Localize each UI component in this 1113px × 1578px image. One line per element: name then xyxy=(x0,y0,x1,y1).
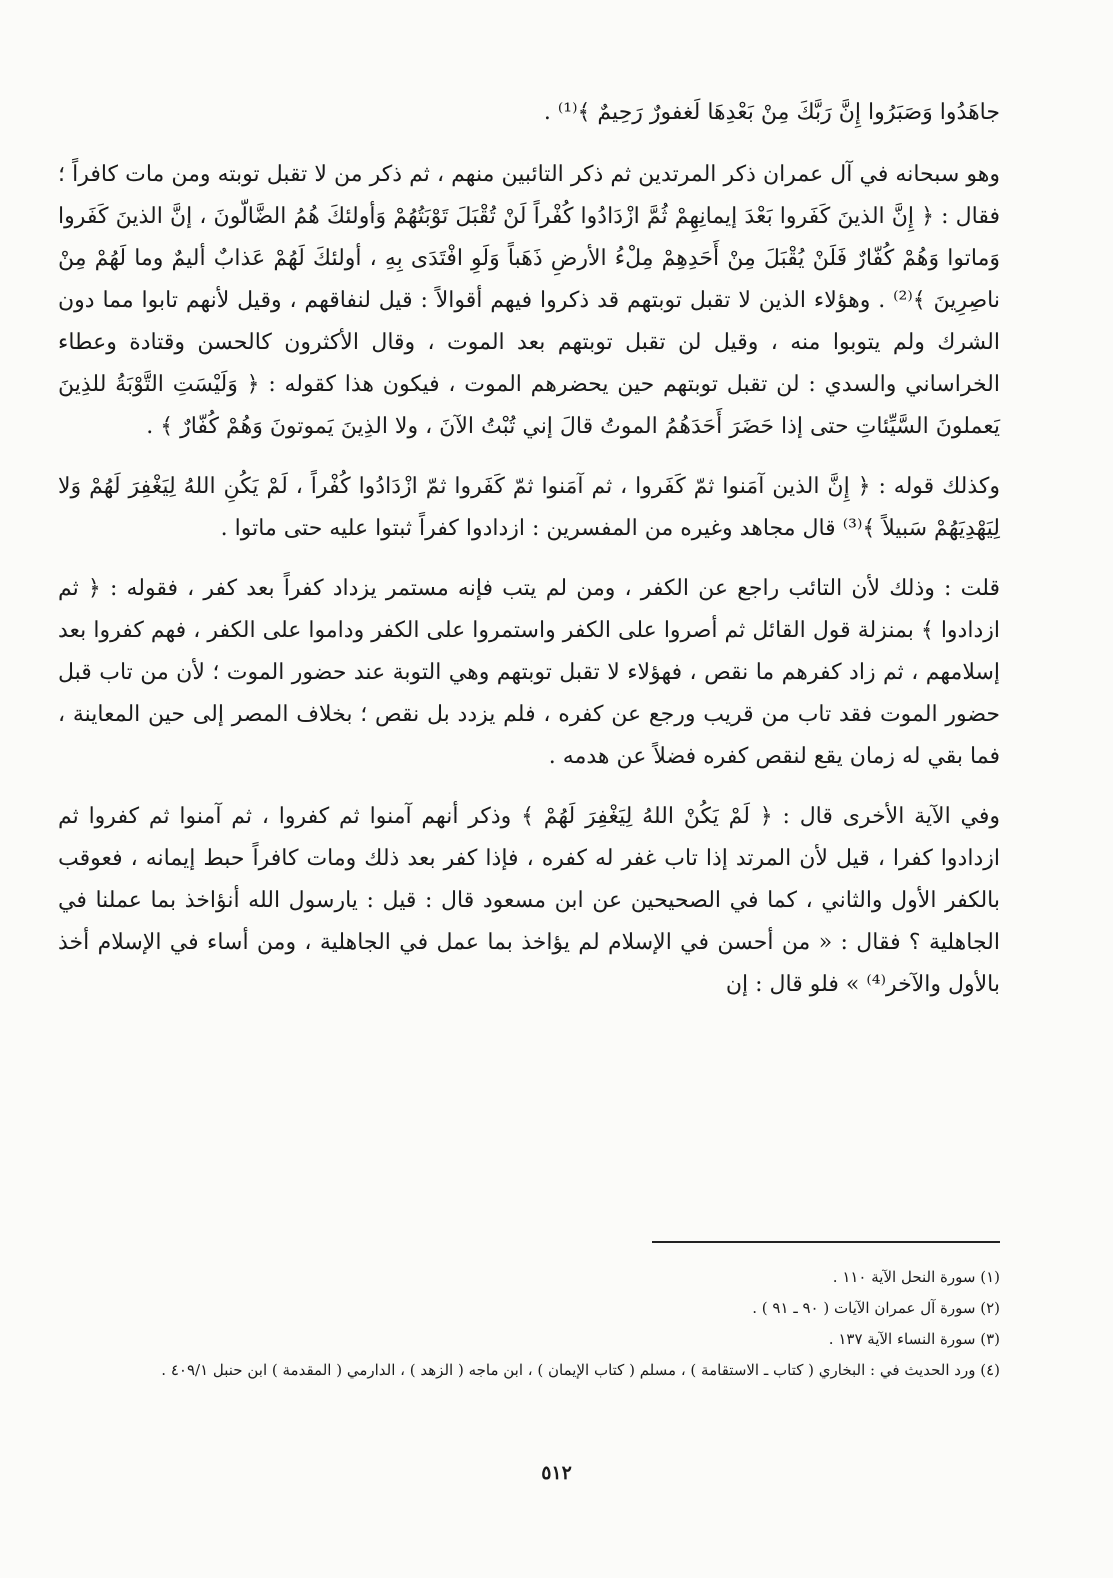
footnote-3: (٣) سورة النساء الآية ١٣٧ . xyxy=(828,1330,1000,1348)
footnotes xyxy=(58,1262,1000,1386)
footnote-2: (٢) سورة آل عمران الآيات ( ٩٠ ـ ٩١ ) . xyxy=(752,1299,1000,1317)
paragraph-2: وهو سبحانه في آل عمران ذكر المرتدين ثم ذكر التائبين منهم ، ثم ذكر من لا تقبل توبته ومن مات كافراً ؛ فقال : ﴿ إِنَّ الذينَ كَفَروا بَعْدَ إيمانِهِمْ ثُمَّ ازْدَادُوا كُفْراً لَنْ تُقْبَلَ تَوْبَتُهُمْ وَأولئكَ هُمُ الضَّالّونَ ، إنَّ الذينَ كَفَروا وَماتوا وَهُمْ كُفّارٌ فَلَنْ يُقْبَلَ مِنْ أَحَدِهِمْ مِلْءُ الأرضِ ذَهَباً وَلَوِ افْتَدَى بِهِ ، أولئكَ لَهُمْ عَذابٌ أليمٌ وما لَهُمْ مِنْ ناصِرِينَ ﴾⁽²⁾ . وهؤلاء الذين لا تقبل توبتهم قد ذكروا فيهم أقوالاً : قيل لنفاقهم ، وقيل لأنهم تابوا مما دون الشرك ولم يتوبوا منه ، وقيل لن تقبل توبتهم بعد الموت ، وقال الأكثرون كالحسن وقتادة وعطاء الخراساني والسدي : لن تقبل توبتهم حين يحضرهم الموت ، فيكون هذا كقوله : ﴿ وَلَيْسَتِ التَّوْبَةُ للذِينَ يَعملونَ السَّيِّئاتِ حتى إذا حَضَرَ أَحَدَهُمُ الموتُ قالَ إني تُبْتُ الآنَ ، ولا الذِينَ يَموتونَ وَهُمْ كُفّارٌ ﴾ . xyxy=(58,162,1000,439)
paragraph-1: جاهَدُوا وَصَبَرُوا إِنَّ رَبَّكَ مِنْ بَعْدِهَا لَغفورٌ رَحِيمٌ ﴾⁽¹⁾ . xyxy=(543,100,1000,125)
main-text xyxy=(58,92,1000,1024)
paragraph-4: قلت : وذلك لأن التائب راجع عن الكفر ، ومن لم يتب فإنه مستمر يزداد كفراً بعد كفر ، فقوله : ﴿ ثم ازدادوا ﴾ بمنزلة قول القائل ثم أصروا على الكفر واستمروا على الكفر وداموا على الكفر ، فهم كفروا بعد إسلامهم ، ثم زاد كفرهم ما نقص ، فهؤلاء لا تقبل توبتهم وهي التوبة عند حضور الموت ؛ لأن من تاب قبل حضور الموت فقد تاب من قريب ورجع عن كفره ، فلم يزدد بل نقص ؛ بخلاف المصر إلى حين المعاينة ، فما بقي له زمان يقع لنقص كفره فضلاً عن هدمه . xyxy=(58,576,1000,769)
paragraph-3: وكذلك قوله : ﴿ إِنَّ الذين آمَنوا ثمّ كَفَروا ، ثم آمَنوا ثمّ كَفَروا ثمّ ازْدَادُوا كُفْراً ، لَمْ يَكُنِ اللهُ لِيَغْفِرَ لَهُمْ وَلا لِيَهْدِيَهُمْ سَبيلاً ﴾⁽³⁾ قال مجاهد وغيره من المفسرين : ازدادوا كفراً ثبتوا عليه حتى ماتوا . xyxy=(58,474,1000,541)
page-number: ٥١٢ xyxy=(541,1462,572,1484)
footnote-divider xyxy=(652,1241,1000,1243)
footnote-4: (٤) ورد الحديث في : البخاري ( كتاب ـ الاستقامة ) ، مسلم ( كتاب الإيمان ) ، ابن ماجه ( الزهد ) ، الدارمي ( المقدمة ) ابن حنبل ٤٠٩/١ . xyxy=(161,1361,1000,1379)
footnote-1: (١) سورة النحل الآية ١١٠ . xyxy=(832,1268,1000,1286)
paragraph-5: وفي الآية الأخرى قال : ﴿ لَمْ يَكُنْ اللهُ لِيَغْفِرَ لَهُمْ ﴾ وذكر أنهم آمنوا ثم كفروا ، ثم آمنوا ثم كفروا ثم ازدادوا كفرا ، قيل لأن المرتد إذا تاب غفر له كفره ، فإذا كفر بعد ذلك ومات كافراً حبط إيمانه ، فعوقب بالكفر الأول والثاني ، كما في الصحيحين عن ابن مسعود قال : قيل : يارسول الله أنؤاخذ بما عملنا في الجاهلية ؟ فقال : « من أحسن في الإسلام لم يؤاخذ بما عمل في الجاهلية ، ومن أساء في الإسلام أخذ بالأول والآخر⁽⁴⁾ » فلو قال : إن xyxy=(58,804,1000,997)
